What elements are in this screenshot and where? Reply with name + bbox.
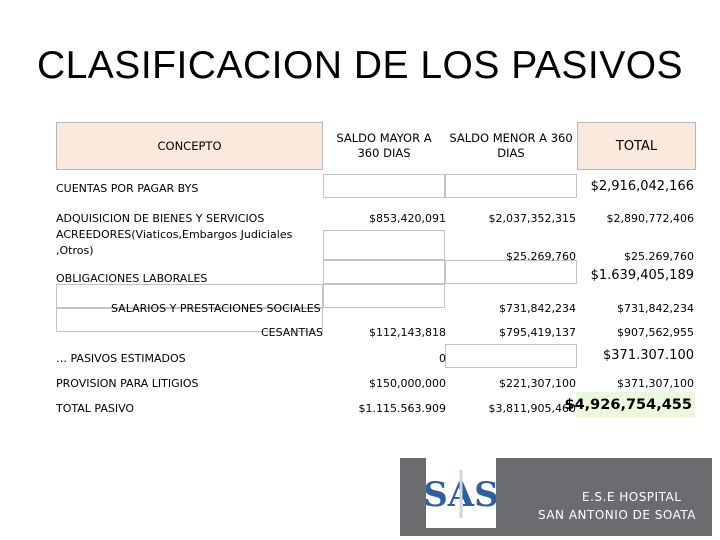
- row-cesantias-total: $907,562,955: [617, 326, 694, 339]
- header-menor-label: SALDO MENOR A 360 DIAS: [449, 131, 573, 160]
- row-estimados-total: $371.307.100: [603, 348, 694, 363]
- row-cuentas-total: $2,916,042,166: [590, 179, 694, 194]
- row-adquisicion-menor: $2,037,352,315: [488, 212, 576, 225]
- row-total-mayor: $1.115.563.909: [358, 402, 446, 415]
- header-total-label: TOTAL: [615, 138, 658, 154]
- row-litigios-menor: $221,307,100: [499, 377, 576, 390]
- row-total-total: $4,926,754,455: [564, 397, 692, 413]
- row-salarios-total: $731,842,234: [617, 302, 694, 315]
- row-total-label: TOTAL PASIVO: [56, 402, 135, 415]
- row-salarios-label: SALARIOS Y PRESTACIONES SOCIALES: [111, 302, 321, 315]
- row-adquisicion-total: $2,890,772,406: [606, 212, 694, 225]
- row-cuentas-label: CUENTAS POR PAGAR BYS: [56, 182, 199, 195]
- row-cesantias-menor: $795,419,137: [499, 326, 576, 339]
- row-salarios-menor: $731,842,234: [499, 302, 576, 315]
- row-cesantias-mayor: $112,143,818: [369, 326, 446, 339]
- header-menor: [445, 122, 577, 170]
- grid-cell: [323, 260, 445, 284]
- row-obligaciones-total: $1.639,405,189: [590, 268, 694, 283]
- row-acreedores-label-1: ACREEDORES(Viaticos,Embargos Judiciales: [56, 228, 293, 241]
- header-concepto: [56, 122, 323, 170]
- grid-cell: [323, 284, 445, 308]
- row-acreedores-total: $25.269,760: [624, 250, 694, 263]
- row-litigios-mayor: $150,000,000: [369, 377, 446, 390]
- hospital-logo-mark: [426, 458, 496, 528]
- sas-logo-icon: [426, 458, 496, 528]
- grid-cell: [323, 230, 445, 260]
- grid-cell: [445, 344, 577, 368]
- header-concepto-label: CONCEPTO: [157, 138, 222, 153]
- hospital-logo-banner: [400, 458, 712, 536]
- header-total: [577, 122, 696, 170]
- row-total-menor: $3,811,905,460: [488, 402, 576, 415]
- header-mayor: [323, 122, 445, 170]
- row-adquisicion-mayor: $853,420,091: [369, 212, 446, 225]
- grid-cell: [445, 174, 577, 198]
- row-estimados-label: … PASIVOS ESTIMADOS: [56, 352, 186, 365]
- logo-line-1: E.S.E HOSPITAL: [582, 490, 682, 504]
- row-acreedores-menor: $25.269,760: [506, 250, 576, 263]
- page-title: CLASIFICACION DE LOS PASIVOS: [36, 44, 684, 87]
- row-litigios-label: PROVISION PARA LITIGIOS: [56, 377, 199, 390]
- row-adquisicion-label: ADQUISICION DE BIENES Y SERVICIOS: [56, 212, 265, 225]
- liabilities-table: [56, 122, 696, 418]
- row-obligaciones-label: OBLIGACIONES LABORALES: [56, 272, 208, 285]
- row-litigios-total: $371,307,100: [617, 377, 694, 390]
- header-mayor-label: SALDO MAYOR A 360 DIAS: [336, 131, 432, 160]
- logo-line-2: SAN ANTONIO DE SOATA: [538, 508, 696, 522]
- row-cesantias-label: CESANTIAS: [260, 326, 323, 339]
- grid-cell: [323, 174, 445, 198]
- row-acreedores-label-2: ,Otros): [56, 244, 94, 257]
- row-estimados-mayor: 0: [439, 352, 446, 365]
- logo-mark-text: SAS: [426, 475, 496, 515]
